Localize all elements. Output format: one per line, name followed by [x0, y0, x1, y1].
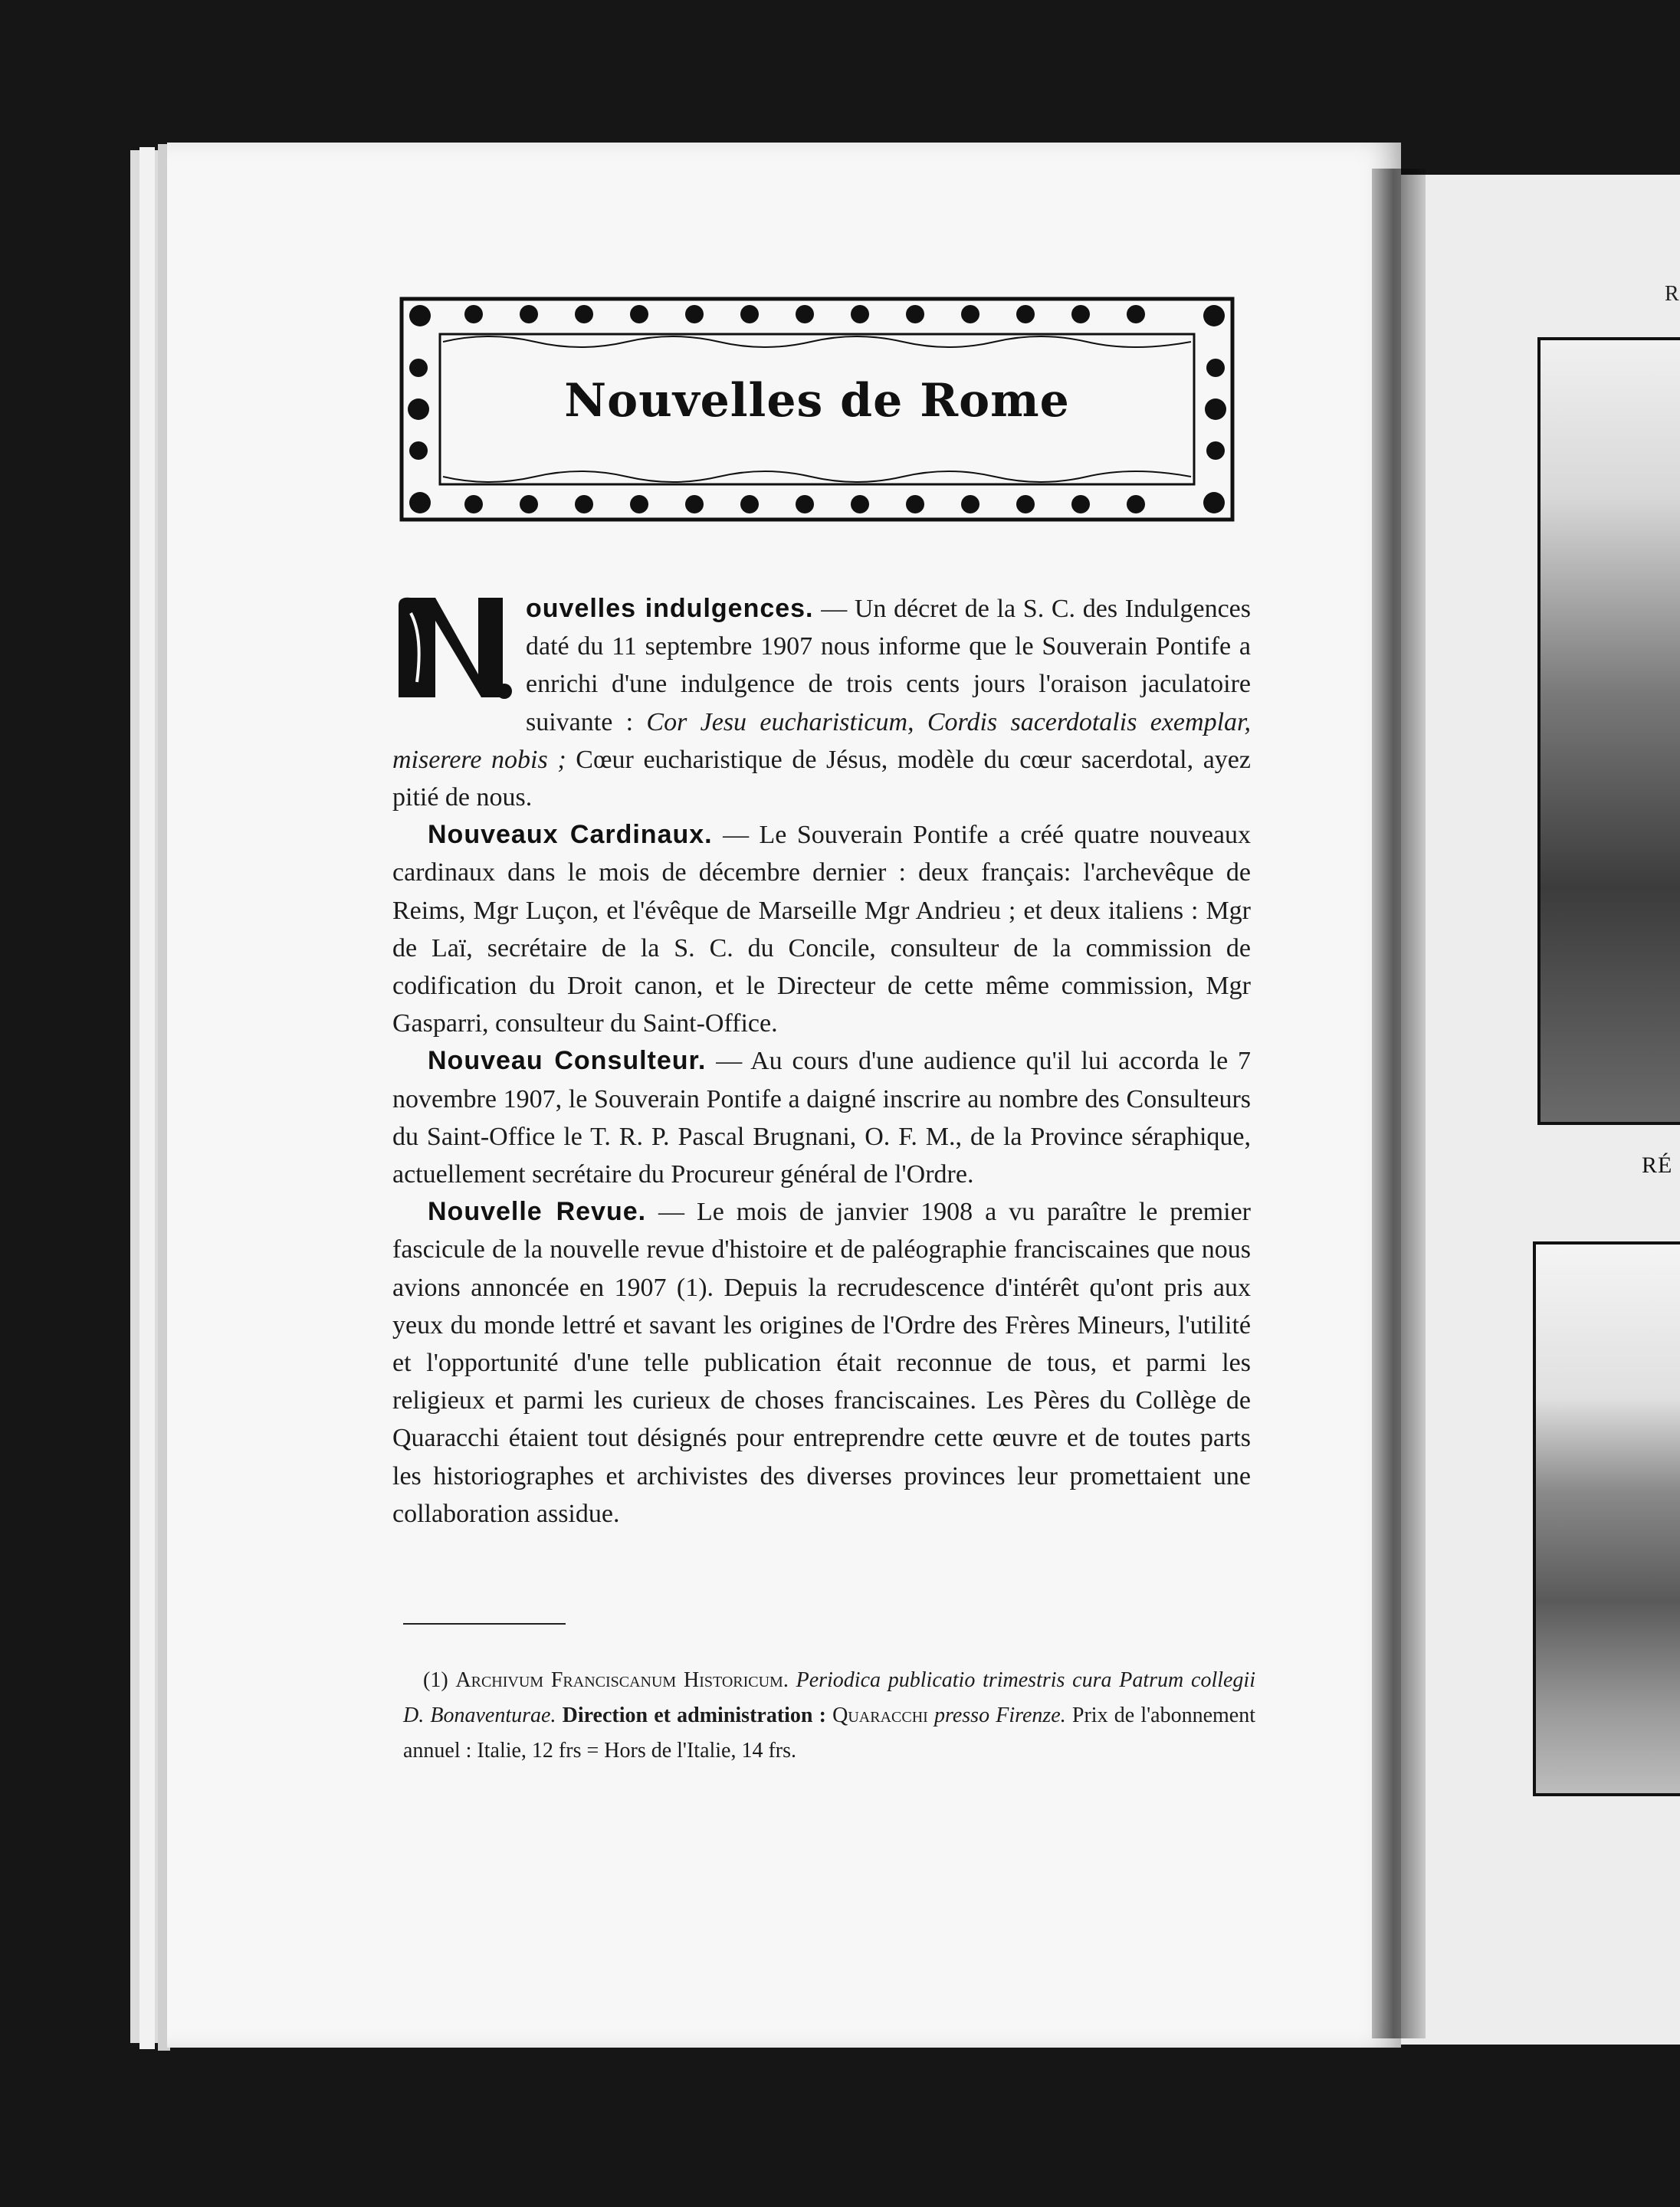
heading-consulteur: Nouveau Consulteur. — [428, 1046, 707, 1076]
footnote-journal: Archivum Franciscanum Historicum. — [455, 1668, 789, 1692]
right-page-photo-bottom — [1533, 1241, 1680, 1796]
ornate-letter-n-icon — [388, 590, 518, 705]
paragraph-indulgences — [392, 590, 1251, 816]
heading-indulgences: ouvelles indulgences. — [526, 594, 814, 623]
footnote-place: Quaracchi — [832, 1704, 928, 1727]
drop-cap-initial — [388, 590, 518, 705]
text-indulgences-2: Cœur eucharistique de Jésus, modèle du cœur sacerdotal, ayez pitié de nous. — [392, 745, 1251, 812]
heading-revue: Nouvelle Revue. — [428, 1197, 647, 1227]
heading-cardinaux: Nouveaux Cardinaux. — [428, 820, 713, 850]
latin-prayer: Cor Jesu eucharisticum, Cordis sacerdotalis exemplar, miserere nobis ; — [392, 707, 1251, 774]
footnote — [403, 1663, 1255, 1769]
text-consulteur: — Au cours d'une audience qu'il lui accorda le 7 novembre 1907, le Souverain Pontife a daigné inscrire au nombre des Consulteurs du Saint-Office le T. R. P. Pascal Brugnani, O. F. M., de la Province séraphique, actuellement secrétaire du Procureur général de l'Ordre. — [392, 1047, 1251, 1189]
footnote-latin-2: presso Firenze. — [927, 1704, 1066, 1727]
footnote-latin: Periodica publicatio trimestris cura Patrum collegii D. Bonaventurae. — [403, 1668, 1255, 1727]
text-indulgences-1: — Un décret de la S. C. des Indulgences daté du 11 septembre 1907 nous informe que le Souverain Pontife a enrichi d'une indulgence de trois cents jours l'oraison jaculatoire suivante : — [526, 595, 1251, 736]
footnote-text-1: Direction et administration : — [556, 1704, 833, 1727]
paragraph-consulteur — [392, 1042, 1251, 1193]
page-gutter-shadow — [1372, 169, 1426, 2038]
ornamental-header-frame — [397, 294, 1237, 524]
footnote-rule — [403, 1623, 566, 1625]
right-page-caption: RÉ — [1642, 1153, 1673, 1178]
text-cardinaux: — Le Souverain Pontife a créé quatre nouveaux cardinaux dans le mois de décembre dernier : deux français: l'archevêque de Reims, Mgr Luçon, et l'évêque de Marseille Mgr Andrieu ; et deux italiens : Mgr de Laï, secrétaire de la S. C. du Concile, consulteur de la commission de codification du Droit canon, et le Directeur de cette même commission, Mgr Gasparri, consulteur du Saint-Office. — [392, 821, 1251, 1038]
right-page-header-letter: R — [1665, 282, 1679, 306]
footnote-text-2: Prix de l'abonnement annuel : Italie, 12 frs = Hors de l'Italie, 14 frs. — [403, 1704, 1255, 1763]
text-revue: — Le mois de janvier 1908 a vu paraître le premier fascicule de la nouvelle revue d'histoire et de paléographie franciscaines que nous avions annoncée en 1907 (1). Depuis la recrudescence d'intérêt qu'ont pris aux yeux du monde lettré et savant les origines de l'Ordre des Frères Mineurs, l'utilité et l'opportunité d'une telle publication était reconnue de tous, et parmi les religieux et parmi les curieux de choses franciscaines. Les Pères du Collège de Quaracchi étaient tout désignés pour entreprendre cette œuvre et de toutes parts les historiographes et archivistes des diverses provinces leur promettaient une collaboration assidue. — [392, 1198, 1251, 1528]
section-title: Nouvelles de Rome — [564, 374, 1070, 428]
page-edge — [139, 147, 155, 2049]
paragraph-cardinaux — [392, 816, 1251, 1042]
footnote-marker: (1) — [423, 1668, 456, 1692]
right-page-photo-top — [1537, 337, 1680, 1125]
article-body — [392, 590, 1251, 1533]
paragraph-revue — [392, 1193, 1251, 1533]
